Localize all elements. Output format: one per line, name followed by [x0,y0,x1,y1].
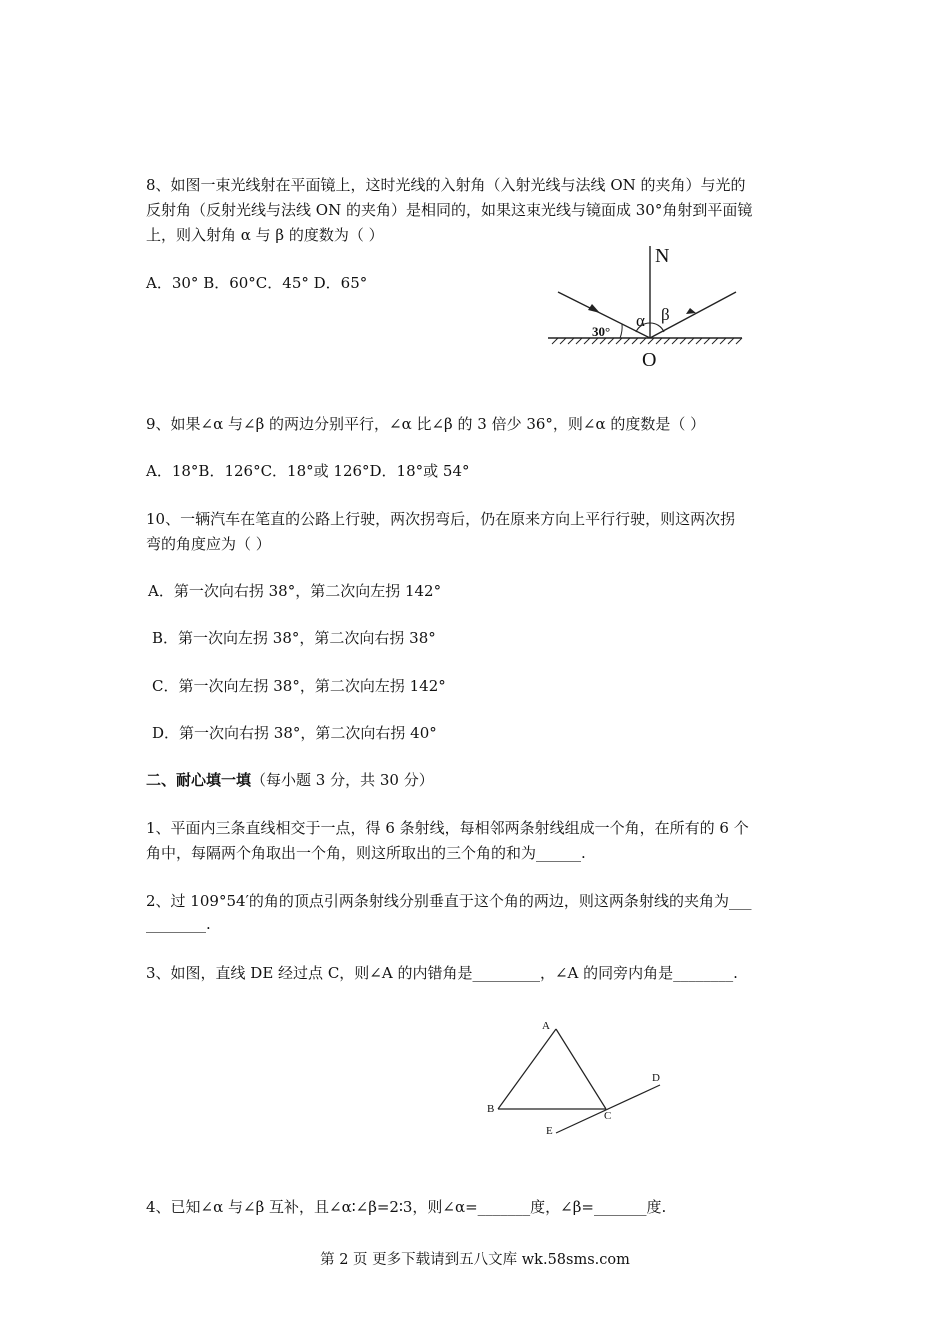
f3-stem: 3、如图，直线 DE 经过点 C，则∠A 的内错角是_________，∠A 的同旁内角是________. [146,964,738,982]
label-o: O [642,349,657,368]
label-n: N [655,245,670,267]
label-c: C [604,1110,612,1122]
section-2-heading [146,769,434,790]
q10-option-c: C．第一次向左拐 38°，第二次向左拐 142° [152,677,446,695]
q9-options: A．18°B．126°C．18°或 126°D．18°或 54° [146,462,470,480]
section-2-note: （每小题 3 分，共 30 分） [251,771,434,789]
f2-line-1: 2、过 109°54′的角的顶点引两条射线分别垂直于这个角的两边，则这两条射线的夹角为___ [146,892,752,910]
section-2-title: 二、耐心填一填 [146,771,252,789]
angle-arc-30 [620,324,622,338]
f1-line-2: 角中，每隔两个角取出一个角，则这所取出的三个角的和为______. [146,844,586,862]
q8-line-1: 8、如图一束光线射在平面镜上，这时光线的入射角（入射光线与法线 ON 的夹角）与光的 [146,176,746,194]
q10-line-1: 10、一辆汽车在笔直的公路上行驶，两次拐弯后，仍在原来方向上平行行驶，则这两次拐 [146,510,736,528]
mirror-hatching [552,338,742,344]
page-footer: 第 2 页 更多下载请到五八文库 wk.58sms.com [320,1252,630,1268]
f2-line-2: ________. [146,915,211,933]
label-30-degrees: 30° [592,324,611,339]
label-e: E [546,1125,553,1137]
q9-stem: 9、如果∠α 与∠β 的两边分别平行，∠α 比∠β 的 3 倍少 36°，则∠α 的度数是（ ） [146,415,706,433]
side-ab [498,1029,556,1109]
label-alpha: α [636,311,645,330]
side-ac [556,1029,606,1109]
triangle-figure [480,1015,670,1140]
mirror-reflection-figure [540,240,750,368]
label-beta: β [661,305,670,324]
label-b: B [487,1103,495,1115]
q10-line-2: 弯的角度应为（ ） [146,535,271,553]
q10-option-a: A．第一次向右拐 38°，第二次向左拐 142° [148,582,442,600]
q8-options: A．30° B．60°C．45° D．65° [146,274,368,292]
q10-option-b: B．第一次向左拐 38°，第二次向右拐 38° [152,629,436,647]
incident-arrowhead [588,304,600,313]
f1-line-1: 1、平面内三条直线相交于一点，得 6 条射线，每相邻两条射线组成一个角，在所有的 6 个 [146,819,749,837]
angle-arc-beta [650,323,664,332]
label-d: D [652,1072,660,1084]
q10-option-d: D．第一次向右拐 38°，第二次向右拐 40° [152,724,437,742]
f4-stem: 4、已知∠α 与∠β 互补，且∠α∶∠β=2∶3，则∠α=_______度，∠β=_______度. [146,1198,667,1216]
reflected-arrowhead [686,308,696,314]
q8-line-2: 反射角（反射光线与法线 ON 的夹角）是相同的，如果这束光线与镜面成 30°角射到平面镜 [146,201,753,219]
label-a: A [542,1020,550,1032]
q8-line-3: 上，则入射角 α 与 β 的度数为（ ） [146,226,384,244]
